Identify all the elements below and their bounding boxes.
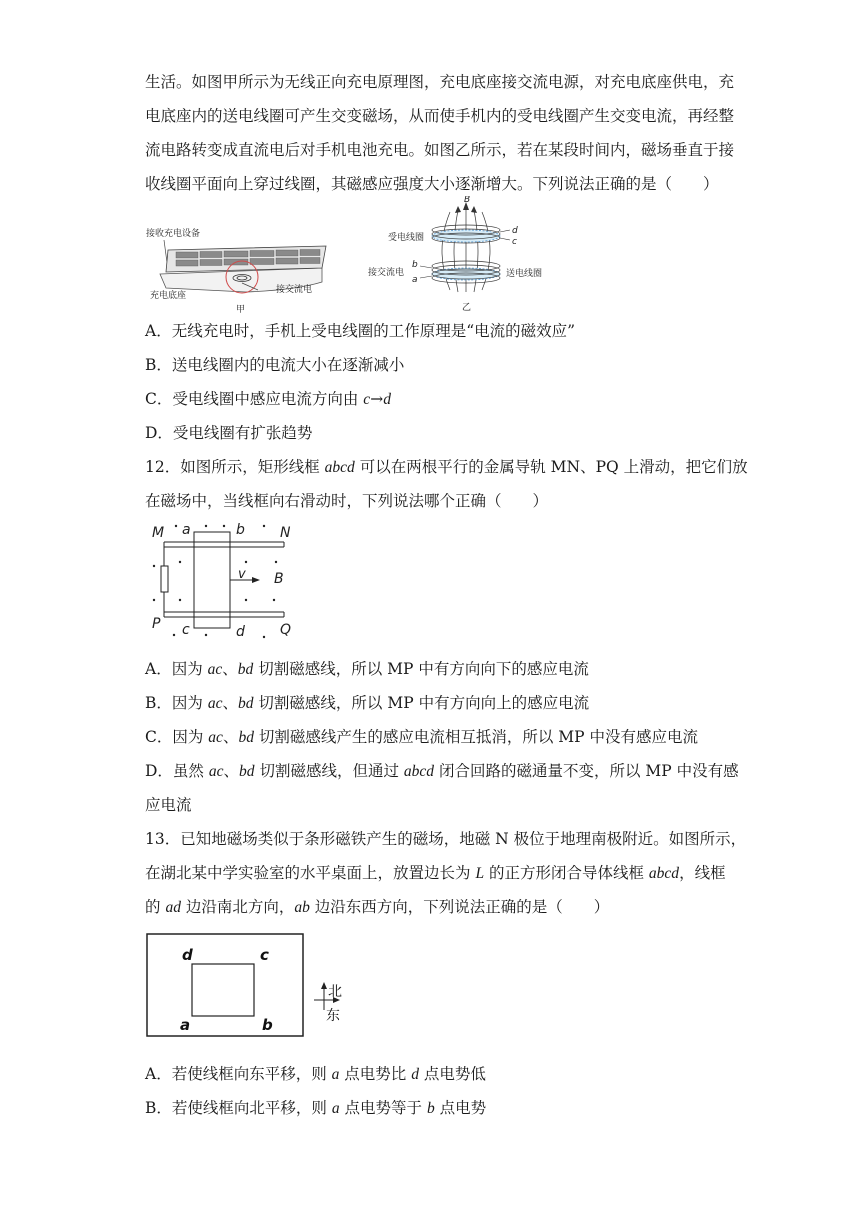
q13-b-b: b (426, 1100, 435, 1117)
q12-b-pre: B．因为 (145, 694, 208, 712)
q13-label-a: a (180, 1016, 191, 1034)
q13-b-a: a (331, 1100, 340, 1117)
q13-stem3-ab: ab (294, 899, 310, 916)
q12-label-Q: Q (280, 622, 292, 638)
yi-label-recv: 受电线圈 (388, 233, 425, 243)
jia-caption: 甲 (236, 305, 246, 314)
q13-stem3-post: 边沿东西方向，下列说法正确的是（ ） (309, 898, 610, 916)
q12-d-abcd: abcd (403, 763, 435, 780)
q11-option-d: D．受电线圈有扩张趋势 (145, 424, 313, 442)
q12-stem-pre: 12．如图所示，矩形线框 (145, 458, 325, 476)
q12-a-sep: 、 (222, 660, 238, 678)
q12-label-B: B (274, 571, 284, 587)
yi-label-B: B (464, 196, 471, 205)
q12-c-pre: C．因为 (145, 728, 209, 746)
q13-a-pre: A．若使线框向东平移，则 (145, 1065, 332, 1083)
q13-a-post: 点电势低 (418, 1065, 486, 1083)
q11-option-c-text: C．受电线圈中感应电流方向由 (145, 390, 364, 408)
q13-stem2-pre: 在湖北某中学实验室的水平桌面上，放置边长为 (145, 864, 476, 882)
q12-label-c: c (182, 622, 190, 638)
q13-stem2-mid: 的正方形闭合导体线框 (484, 864, 649, 882)
q13-label-c: c (260, 946, 269, 964)
q12-d-pre: D．虽然 (145, 762, 209, 780)
jia-label-base: 充电底座 (150, 291, 187, 301)
q13-a-d: d (411, 1066, 419, 1083)
q12-b-post: 切割磁感线，所以 MP 中有方向向上的感应电流 (253, 694, 590, 712)
q12-stem-line-1 (145, 457, 748, 478)
q12-d-post: 闭合回路的磁通量不变，所以 MP 中没有感 (434, 762, 739, 780)
q13-option-a (145, 1064, 486, 1085)
q12-a-ac: ac (207, 661, 223, 678)
q11-option-c-arrow: → (370, 390, 384, 408)
q12-c-bd: bd (238, 729, 254, 746)
q12-option-d (145, 761, 739, 782)
q11-stem-line-3: 流电路转变成直流电后对手机电池充电。如图乙所示，若在某段时间内，磁场垂直于接 (145, 141, 735, 159)
q13-a-mid: 点电势比 (339, 1065, 412, 1083)
q12-stem-abcd: abcd (324, 459, 355, 476)
q11-option-c (145, 389, 391, 410)
q13-stem-line-1: 13．已知地磁场类似于条形磁铁产生的磁场，地磁 N 极位于地理南极附近。如图所示， (145, 830, 747, 848)
q13-label-b: b (262, 1016, 273, 1034)
q11-option-c-to: d (383, 391, 391, 408)
q12-c-ac: ac (208, 729, 223, 746)
q13-stem3-ad: ad (165, 899, 181, 916)
q12-label-v: v (238, 567, 246, 582)
yi-label-a: a (412, 275, 418, 285)
yi-label-send: 送电线圈 (506, 269, 543, 279)
q13-a-a: a (331, 1066, 340, 1083)
q11-stem-line-1: 生活。如图甲所示为无线正向充电原理图，充电底座接交流电源，对充电底座供电，充 (145, 73, 735, 91)
q11-stem-line-4: 收线圈平面向上穿过线圈，其磁感应强度大小逐渐增大。下列说法正确的是（ ） (145, 175, 719, 193)
figure-q13-square-frame (146, 932, 366, 1040)
q12-stem-post: 可以在两根平行的金属导轨 MN、PQ 上滑动，把它们放 (354, 458, 748, 476)
q13-stem2-post: ，线框 (679, 864, 726, 882)
q11-option-c-from: c (363, 391, 371, 408)
q12-d-bd: bd (239, 763, 255, 780)
q11-option-a: A．无线充电时，手机上受电线圈的工作原理是“电流的磁效应” (145, 322, 576, 340)
q13-label-d: d (182, 946, 193, 964)
q13-stem-line-3 (145, 897, 609, 918)
figure-q12-rails (146, 520, 296, 642)
q12-b-bd: bd (237, 695, 254, 712)
yi-label-b: b (412, 260, 418, 270)
q12-a-pre: A．因为 (145, 660, 208, 678)
figure-jia (146, 222, 356, 314)
q13-label-north: 北 (328, 984, 342, 1000)
q12-a-post: 切割磁感线，所以 MP 中有方向向下的感应电流 (253, 660, 589, 678)
q13-stem3-mid: 边沿南北方向， (180, 898, 295, 916)
q11-option-b: B．送电线圈内的电流大小在逐渐减小 (145, 356, 405, 374)
q13-label-east: 东 (326, 1008, 340, 1024)
q12-b-sep: 、 (222, 694, 238, 712)
q12-c-sep: 、 (222, 728, 239, 746)
q12-label-b: b (236, 522, 245, 538)
q13-option-b (145, 1098, 486, 1119)
q12-label-M: M (152, 525, 165, 541)
q12-label-a: a (182, 522, 191, 538)
q13-stem-line-2 (145, 863, 726, 884)
q12-a-bd: bd (237, 661, 254, 678)
q12-option-c (145, 727, 698, 748)
q12-option-a (145, 659, 589, 680)
q12-option-b (145, 693, 589, 714)
q12-option-d-line-2: 应电流 (145, 796, 192, 814)
q12-d-ac: ac (208, 763, 224, 780)
q12-b-ac: ac (207, 695, 223, 712)
q13-stem2-abcd: abcd (648, 865, 680, 882)
q12-label-d: d (236, 624, 245, 640)
q13-b-pre: B．若使线框向北平移，则 (145, 1099, 332, 1117)
yi-label-ac: 接交流电 (368, 268, 405, 278)
q12-d-sep: 、 (223, 762, 240, 780)
q13-b-mid: 点电势等于 (339, 1099, 427, 1117)
q13-stem3-pre: 的 (145, 898, 166, 916)
yi-caption: 乙 (462, 303, 472, 313)
q12-stem-line-2: 在磁场中，当线框向右滑动时，下列说法哪个正确（ ） (145, 492, 549, 510)
figure-yi (366, 196, 556, 314)
yi-label-c: c (512, 237, 517, 247)
yi-label-d: d (512, 226, 518, 236)
q12-d-mid: 切割磁感线，但通过 (254, 762, 404, 780)
jia-label-ac: 接交流电 (276, 285, 313, 295)
q11-stem-line-2: 电底座内的送电线圈可产生交变磁场，从而使手机内的受电线圈产生交变电流，再经整 (145, 107, 735, 125)
q13-stem2-L: L (475, 865, 485, 882)
q12-label-N: N (280, 525, 291, 541)
q12-label-P: P (152, 616, 161, 632)
q13-b-post: 点电势 (434, 1099, 487, 1117)
jia-label-device: 接收充电设备 (146, 229, 201, 239)
q12-c-post: 切割磁感线产生的感应电流相互抵消，所以 MP 中没有感应电流 (253, 728, 699, 746)
